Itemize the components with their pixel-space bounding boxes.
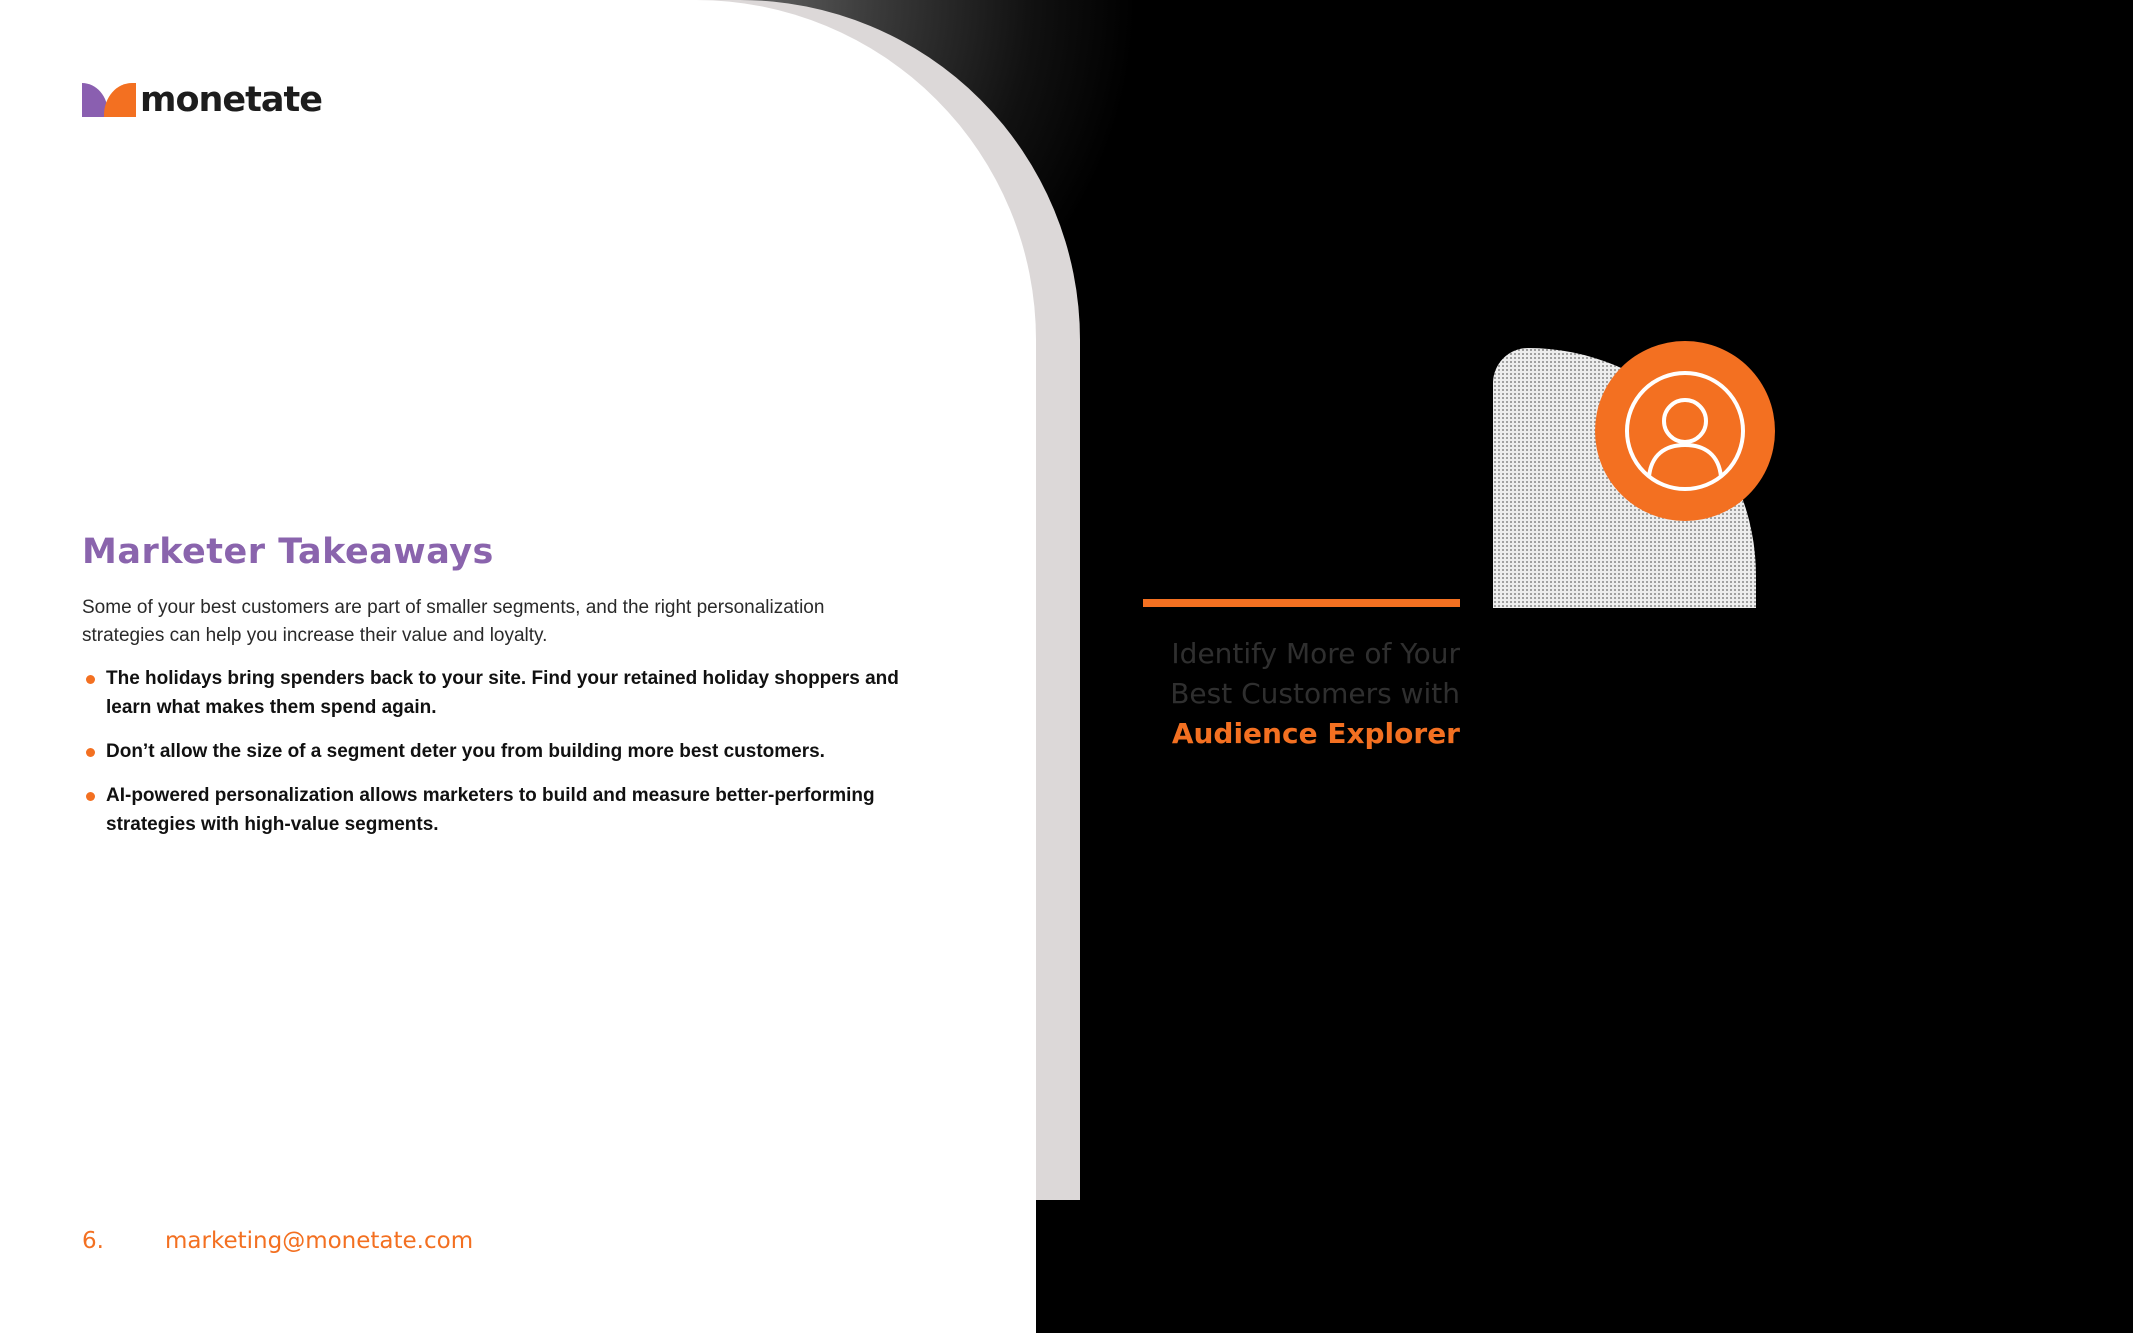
promo-accent: Audience Explorer (1171, 717, 1460, 750)
list-item: The holidays bring spenders back to your site. Find your retained holiday shoppers and learn what makes them spend again. (82, 664, 912, 722)
user-profile-badge (1595, 341, 1775, 521)
promo-text (1060, 634, 1460, 754)
brand-name: monetate (140, 80, 322, 120)
takeaways-heading: Marketer Takeaways (82, 532, 494, 572)
takeaways-list (82, 664, 912, 854)
list-item: AI-powered personalization allows marketers to build and measure better-performing strategies with high-value segments. (82, 781, 912, 839)
promo-line-2: Best Customers with (1170, 677, 1460, 710)
email-link[interactable]: marketing@monetate.com (165, 1228, 474, 1254)
user-profile-icon (1595, 341, 1775, 521)
page-number: 6. (82, 1228, 104, 1254)
list-item: Don’t allow the size of a segment deter you from building more best customers. (82, 737, 912, 766)
takeaways-intro: Some of your best customers are part of smaller segments, and the right personalization strategies can help you increase their value and loyalty. (82, 597, 825, 646)
monetate-logo-icon (82, 83, 136, 117)
promo-line-1: Identify More of Your (1171, 637, 1460, 670)
orange-divider (1143, 599, 1460, 607)
monetate-logo[interactable] (82, 80, 322, 120)
